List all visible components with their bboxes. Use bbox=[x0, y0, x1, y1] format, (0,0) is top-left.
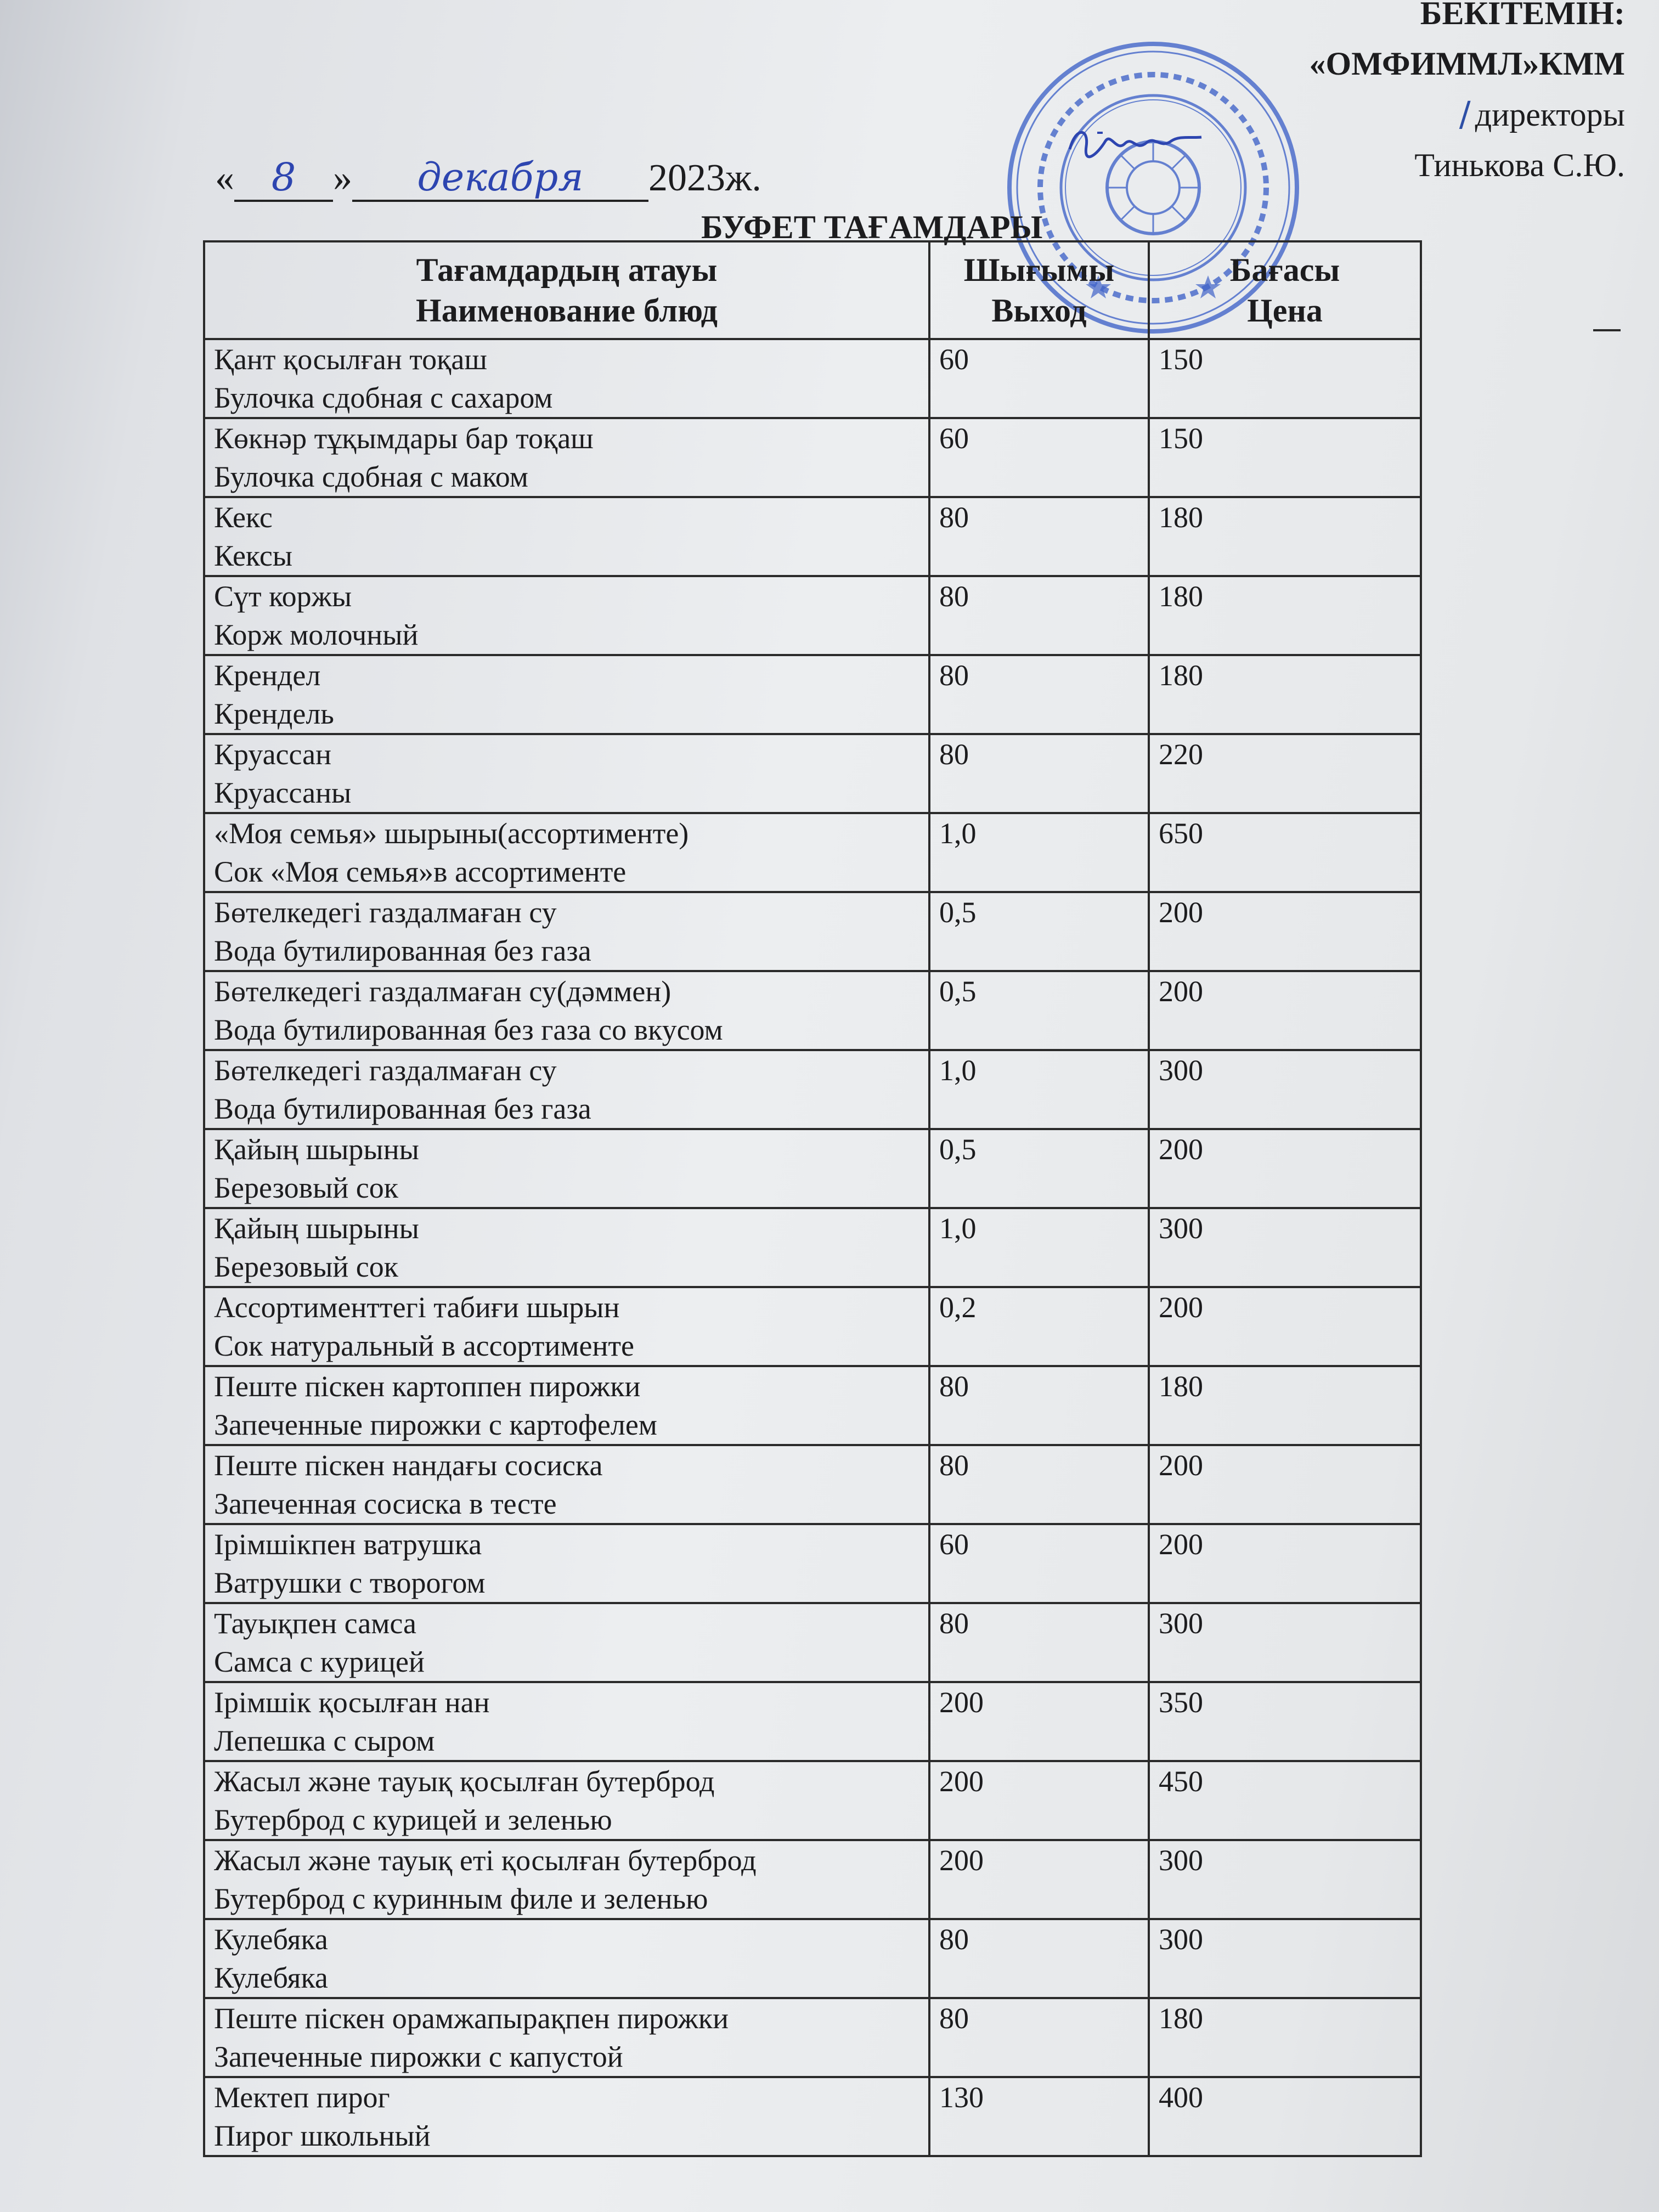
dish-name-cell bbox=[204, 1208, 929, 1287]
dish-name-ru: Бутерброд с куринным филе и зеленью bbox=[214, 1882, 708, 1915]
table-body bbox=[204, 339, 1421, 2156]
header-dish-name-kz: Тағамдардың атауы bbox=[416, 252, 718, 288]
dish-name-kz: Жасыл және тауық еті қосылған бутерброд bbox=[214, 1844, 757, 1877]
output-cell: 80 bbox=[929, 734, 1149, 813]
dish-name-kz: Круассан bbox=[214, 738, 332, 771]
dish-name-ru: Березовый сок bbox=[214, 1250, 398, 1283]
date-month: декабря bbox=[352, 155, 648, 202]
approval-position: директоры bbox=[1475, 97, 1625, 133]
output-cell: 80 bbox=[929, 1998, 1149, 2077]
table-row bbox=[204, 1208, 1421, 1287]
price-cell: 450 bbox=[1149, 1761, 1421, 1840]
dish-name-kz: «Моя семья» шырыны(ассортименте) bbox=[214, 817, 689, 850]
output-cell: 80 bbox=[929, 1445, 1149, 1524]
output-cell: 80 bbox=[929, 1919, 1149, 1998]
price-cell: 200 bbox=[1149, 1287, 1421, 1366]
dish-name-kz: Пеште піскен картоппен пирожки bbox=[214, 1370, 641, 1403]
header-price bbox=[1149, 241, 1421, 339]
table-row bbox=[204, 892, 1421, 971]
header-dish-name bbox=[204, 241, 929, 339]
table-row bbox=[204, 1050, 1421, 1129]
price-cell: 180 bbox=[1149, 1998, 1421, 2077]
dish-name-cell bbox=[204, 1050, 929, 1129]
table-row bbox=[204, 418, 1421, 497]
table-row bbox=[204, 1603, 1421, 1682]
dish-name-ru: Булочка сдобная с маком bbox=[214, 460, 528, 493]
table-row bbox=[204, 1287, 1421, 1366]
dish-name-ru: Кексы bbox=[214, 539, 293, 572]
dish-name-cell bbox=[204, 1603, 929, 1682]
output-cell: 60 bbox=[929, 339, 1149, 418]
dish-name-cell bbox=[204, 734, 929, 813]
price-cell: 200 bbox=[1149, 971, 1421, 1050]
table-row bbox=[204, 734, 1421, 813]
dish-name-cell bbox=[204, 418, 929, 497]
dish-name-cell bbox=[204, 1287, 929, 1366]
dish-name-cell bbox=[204, 1366, 929, 1445]
output-cell: 80 bbox=[929, 576, 1149, 655]
dish-name-kz: Крендел bbox=[214, 659, 321, 692]
price-cell: 200 bbox=[1149, 1129, 1421, 1208]
table-header-row bbox=[204, 241, 1421, 339]
price-cell: 150 bbox=[1149, 418, 1421, 497]
dish-name-cell bbox=[204, 1840, 929, 1919]
output-cell: 80 bbox=[929, 497, 1149, 576]
output-cell: 0,5 bbox=[929, 1129, 1149, 1208]
output-cell: 0,2 bbox=[929, 1287, 1149, 1366]
dish-name-ru: Вода бутилированная без газа со вкусом bbox=[214, 1013, 723, 1046]
output-cell: 0,5 bbox=[929, 892, 1149, 971]
dish-name-kz: Пеште піскен нандағы сосиска bbox=[214, 1449, 603, 1482]
dish-name-ru: Ватрушки с творогом bbox=[214, 1566, 486, 1599]
table-row bbox=[204, 1366, 1421, 1445]
director-signature bbox=[1064, 122, 1207, 166]
dish-name-cell bbox=[204, 1682, 929, 1761]
header-dish-name-ru: Наименование блюд bbox=[416, 292, 718, 329]
dish-name-cell bbox=[204, 892, 929, 971]
document-date bbox=[215, 155, 761, 202]
dish-name-kz: Тауықпен самса bbox=[214, 1607, 417, 1640]
dish-name-ru: Самса с курицей bbox=[214, 1645, 425, 1678]
output-cell: 200 bbox=[929, 1682, 1149, 1761]
dish-name-kz: Ірімшік қосылған нан bbox=[214, 1686, 490, 1719]
table-row bbox=[204, 339, 1421, 418]
dish-name-cell bbox=[204, 1129, 929, 1208]
dish-name-kz: Сүт коржы bbox=[214, 580, 352, 613]
dish-name-cell bbox=[204, 339, 929, 418]
dish-name-cell bbox=[204, 813, 929, 892]
dish-name-kz: Көкнәр тұқымдары бар тоқаш bbox=[214, 422, 594, 455]
table-row bbox=[204, 1129, 1421, 1208]
price-cell: 350 bbox=[1149, 1682, 1421, 1761]
dish-name-ru: Пирог школьный bbox=[214, 2119, 431, 2152]
output-cell: 130 bbox=[929, 2077, 1149, 2156]
dish-name-ru: Запеченные пирожки с картофелем bbox=[214, 1408, 657, 1441]
dish-name-cell bbox=[204, 497, 929, 576]
dish-name-ru: Корж молочный bbox=[214, 618, 419, 651]
date-day: 8 bbox=[234, 155, 333, 202]
menu-title: БУФЕТ ТАҒАМДАРЫ bbox=[701, 209, 1043, 245]
header-price-ru: Цена bbox=[1247, 292, 1323, 329]
dish-name-ru: Запеченная сосиска в тесте bbox=[214, 1487, 557, 1520]
header-output-ru: Выход bbox=[991, 292, 1087, 329]
table-row bbox=[204, 1682, 1421, 1761]
header-dash-mark bbox=[1593, 329, 1621, 331]
output-cell: 1,0 bbox=[929, 1050, 1149, 1129]
output-cell: 1,0 bbox=[929, 1208, 1149, 1287]
price-cell: 400 bbox=[1149, 2077, 1421, 2156]
price-cell: 300 bbox=[1149, 1840, 1421, 1919]
dish-name-kz: Жасыл және тауық қосылған бутерброд bbox=[214, 1765, 715, 1798]
dish-name-cell bbox=[204, 1445, 929, 1524]
table-row bbox=[204, 2077, 1421, 2156]
table-row bbox=[204, 1445, 1421, 1524]
header-output bbox=[929, 241, 1149, 339]
dish-name-ru: Лепешка с сыром bbox=[214, 1724, 435, 1757]
dish-name-cell bbox=[204, 971, 929, 1050]
dish-name-kz: Қайың шырыны bbox=[214, 1133, 419, 1166]
approval-organization: «ОМФИММЛ»КММ bbox=[1309, 46, 1625, 82]
price-cell: 150 bbox=[1149, 339, 1421, 418]
dish-name-kz: Мектеп пирог bbox=[214, 2081, 390, 2114]
dish-name-ru: Бутерброд с курицей и зеленью bbox=[214, 1803, 612, 1836]
dish-name-ru: Вода бутилированная без газа bbox=[214, 1092, 591, 1125]
table-row bbox=[204, 971, 1421, 1050]
dish-name-ru: Сок «Моя семья»в ассортименте bbox=[214, 855, 627, 888]
price-cell: 180 bbox=[1149, 655, 1421, 734]
dish-name-kz: Пеште піскен орамжапырақпен пирожки bbox=[214, 2002, 729, 2035]
dish-name-cell bbox=[204, 655, 929, 734]
price-cell: 180 bbox=[1149, 1366, 1421, 1445]
table-row bbox=[204, 1998, 1421, 2077]
date-year: 2023ж. bbox=[648, 157, 761, 199]
price-cell: 300 bbox=[1149, 1919, 1421, 1998]
output-cell: 80 bbox=[929, 655, 1149, 734]
table-row bbox=[204, 1524, 1421, 1603]
output-cell: 200 bbox=[929, 1761, 1149, 1840]
price-cell: 180 bbox=[1149, 497, 1421, 576]
dish-name-cell bbox=[204, 1761, 929, 1840]
dish-name-kz: Қайың шырыны bbox=[214, 1212, 419, 1245]
table-row bbox=[204, 576, 1421, 655]
dish-name-ru: Булочка сдобная с сахаром bbox=[214, 381, 553, 414]
table-row bbox=[204, 813, 1421, 892]
price-cell: 200 bbox=[1149, 1524, 1421, 1603]
dish-name-kz: Бөтелкедегі газдалмаған су bbox=[214, 896, 557, 929]
dish-name-kz: Ассортименттегі табиғи шырын bbox=[214, 1291, 620, 1324]
output-cell: 80 bbox=[929, 1366, 1149, 1445]
price-cell: 650 bbox=[1149, 813, 1421, 892]
price-cell: 200 bbox=[1149, 1445, 1421, 1524]
dish-name-ru: Запеченные пирожки с капустой bbox=[214, 2040, 623, 2073]
dish-name-cell bbox=[204, 1998, 929, 2077]
dish-name-kz: Кекс bbox=[214, 501, 273, 534]
date-close-quote: » bbox=[333, 157, 352, 199]
dish-name-kz: Бөтелкедегі газдалмаған су bbox=[214, 1054, 557, 1087]
price-cell: 180 bbox=[1149, 576, 1421, 655]
output-cell: 60 bbox=[929, 1524, 1149, 1603]
price-cell: 200 bbox=[1149, 892, 1421, 971]
dish-name-cell bbox=[204, 1919, 929, 1998]
output-cell: 200 bbox=[929, 1840, 1149, 1919]
output-cell: 80 bbox=[929, 1603, 1149, 1682]
dish-name-cell bbox=[204, 2077, 929, 2156]
table-row bbox=[204, 1761, 1421, 1840]
header-price-kz: Бағасы bbox=[1229, 252, 1340, 288]
dish-name-ru: Вода бутилированная без газа bbox=[214, 934, 591, 967]
dish-name-cell bbox=[204, 1524, 929, 1603]
dish-name-ru: Крендель bbox=[214, 697, 334, 730]
dish-name-kz: Кулебяка bbox=[214, 1923, 328, 1956]
output-cell: 60 bbox=[929, 418, 1149, 497]
table-row bbox=[204, 1919, 1421, 1998]
price-cell: 300 bbox=[1149, 1603, 1421, 1682]
table-row bbox=[204, 655, 1421, 734]
table-row bbox=[204, 1840, 1421, 1919]
approval-heading: БЕКІТЕМІН: bbox=[1420, 0, 1625, 31]
dish-name-ru: Кулебяка bbox=[214, 1961, 328, 1994]
dish-name-kz: Бөтелкедегі газдалмаған су(дәммен) bbox=[214, 975, 672, 1008]
dish-name-kz: Ірімшікпен ватрушка bbox=[214, 1528, 482, 1561]
approval-name: Тинькова С.Ю. bbox=[1414, 147, 1625, 183]
output-cell: 1,0 bbox=[929, 813, 1149, 892]
dish-name-ru: Сок натуральный в ассортименте bbox=[214, 1329, 634, 1362]
price-cell: 220 bbox=[1149, 734, 1421, 813]
buffet-menu-table bbox=[203, 240, 1422, 2157]
price-cell: 300 bbox=[1149, 1208, 1421, 1287]
dish-name-cell bbox=[204, 576, 929, 655]
table-row bbox=[204, 497, 1421, 576]
dish-name-kz: Қант қосылған тоқаш bbox=[214, 343, 487, 376]
header-output-kz: Шығымы bbox=[963, 252, 1115, 288]
output-cell: 0,5 bbox=[929, 971, 1149, 1050]
signature-slash: / bbox=[1459, 94, 1471, 134]
dish-name-ru: Березовый сок bbox=[214, 1171, 398, 1204]
price-cell: 300 bbox=[1149, 1050, 1421, 1129]
dish-name-ru: Круассаны bbox=[214, 776, 352, 809]
date-open-quote: « bbox=[215, 157, 234, 199]
